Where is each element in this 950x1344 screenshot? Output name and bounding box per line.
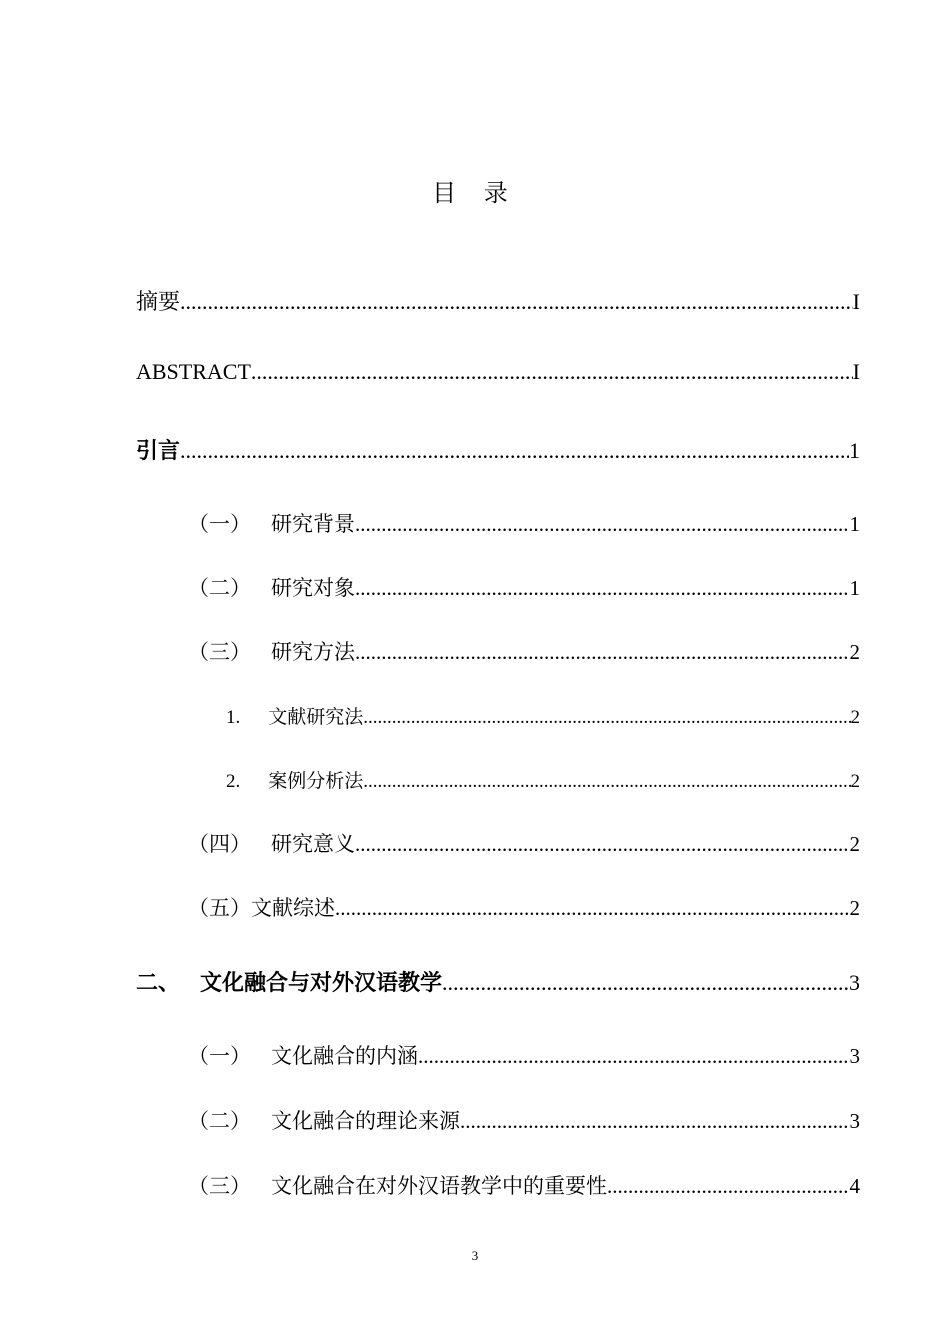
dot-leader <box>355 832 850 857</box>
dot-leader <box>355 512 850 537</box>
toc-entry-title: 研究方法 <box>271 640 355 664</box>
toc-entry-title: 研究意义 <box>271 832 355 856</box>
toc-entry-number: 二、 <box>136 971 181 996</box>
toc-entry-page: 2 <box>849 640 860 664</box>
dot-leader <box>363 771 850 793</box>
toc-entry-title: 文献研究法 <box>268 706 364 728</box>
dot-leader <box>460 1109 850 1134</box>
toc-entry-number: （一） <box>188 1044 251 1068</box>
dot-leader <box>363 707 850 729</box>
toc-entry-title: 文化融合与对外汉语教学 <box>200 971 443 996</box>
toc-entry-title: 摘要 <box>136 290 181 315</box>
page-number-footer: 3 <box>471 1248 479 1263</box>
toc-entry-page: 1 <box>849 576 860 600</box>
toc-entry-title: 研究背景 <box>271 512 355 536</box>
dot-leader <box>442 970 849 996</box>
toc-entry-page: I <box>852 289 860 314</box>
toc-entry-page: 2 <box>849 832 860 856</box>
toc-entry-number: （二） <box>188 576 251 600</box>
toc-entry-number: （四） <box>188 832 251 856</box>
toc-entry-number: （三） <box>188 640 251 664</box>
toc-entry-page: 2 <box>850 771 860 792</box>
toc-entry-background[interactable] <box>188 508 860 538</box>
toc-entry-number: （五） <box>188 896 251 920</box>
toc-entry-introduction[interactable] <box>136 434 860 464</box>
toc-entry-case-method[interactable] <box>226 766 860 796</box>
toc-entry-title: ABSTRACT <box>136 359 251 384</box>
toc-entry-title: 案例分析法 <box>268 770 364 792</box>
toc-entry-number: （一） <box>188 512 251 536</box>
toc-entry-page: 2 <box>850 707 860 728</box>
toc-entry-number: （二） <box>188 1109 251 1133</box>
toc-entry-number: 2. <box>226 771 241 792</box>
toc-entry-title: 文化融合在对外汉语教学中的重要性 <box>271 1174 607 1198</box>
dot-leader <box>180 438 849 464</box>
toc-entry-page: 1 <box>849 512 860 536</box>
toc-entry-abstract-en[interactable] <box>136 359 860 389</box>
toc-entry-page: I <box>852 359 860 384</box>
toc-entry-page: 1 <box>849 438 860 463</box>
toc-entry-chapter-two[interactable] <box>136 966 860 996</box>
dot-leader <box>180 289 853 315</box>
toc-entry-literature-review[interactable] <box>188 892 860 922</box>
toc-entry-title: 文化融合的理论来源 <box>271 1109 460 1133</box>
toc-entry-abstract-cn[interactable] <box>136 285 860 315</box>
toc-entry-literature-method[interactable] <box>226 702 860 732</box>
toc-entry-object[interactable] <box>188 572 860 602</box>
dot-leader <box>355 576 850 601</box>
dot-leader <box>607 1174 850 1199</box>
toc-entry-significance[interactable] <box>188 828 860 858</box>
toc-entry-number: 1. <box>226 707 241 728</box>
toc-entry-page: 3 <box>849 1044 860 1068</box>
toc-entry-title: 文化融合的内涵 <box>271 1044 418 1068</box>
toc-entry-page: 3 <box>849 1109 860 1133</box>
toc-entry-title: 研究对象 <box>271 576 355 600</box>
page-title: 目 录 <box>432 179 518 207</box>
toc-entry-title: 引言 <box>136 439 181 464</box>
dot-leader <box>251 359 853 385</box>
dot-leader <box>355 640 850 665</box>
toc-entry-page: 3 <box>849 970 860 995</box>
dot-leader <box>335 896 850 921</box>
toc-entry-theory-source[interactable] <box>188 1105 860 1135</box>
toc-entry-page: 4 <box>849 1174 860 1198</box>
toc-entry-connotation[interactable] <box>188 1040 860 1070</box>
toc-entry-page: 2 <box>849 896 860 920</box>
toc-entry-title: 文献综述 <box>251 896 335 920</box>
toc-entry-importance[interactable] <box>188 1170 860 1200</box>
dot-leader <box>418 1044 850 1069</box>
toc-entry-number: （三） <box>188 1174 251 1198</box>
toc-entry-methods[interactable] <box>188 636 860 666</box>
